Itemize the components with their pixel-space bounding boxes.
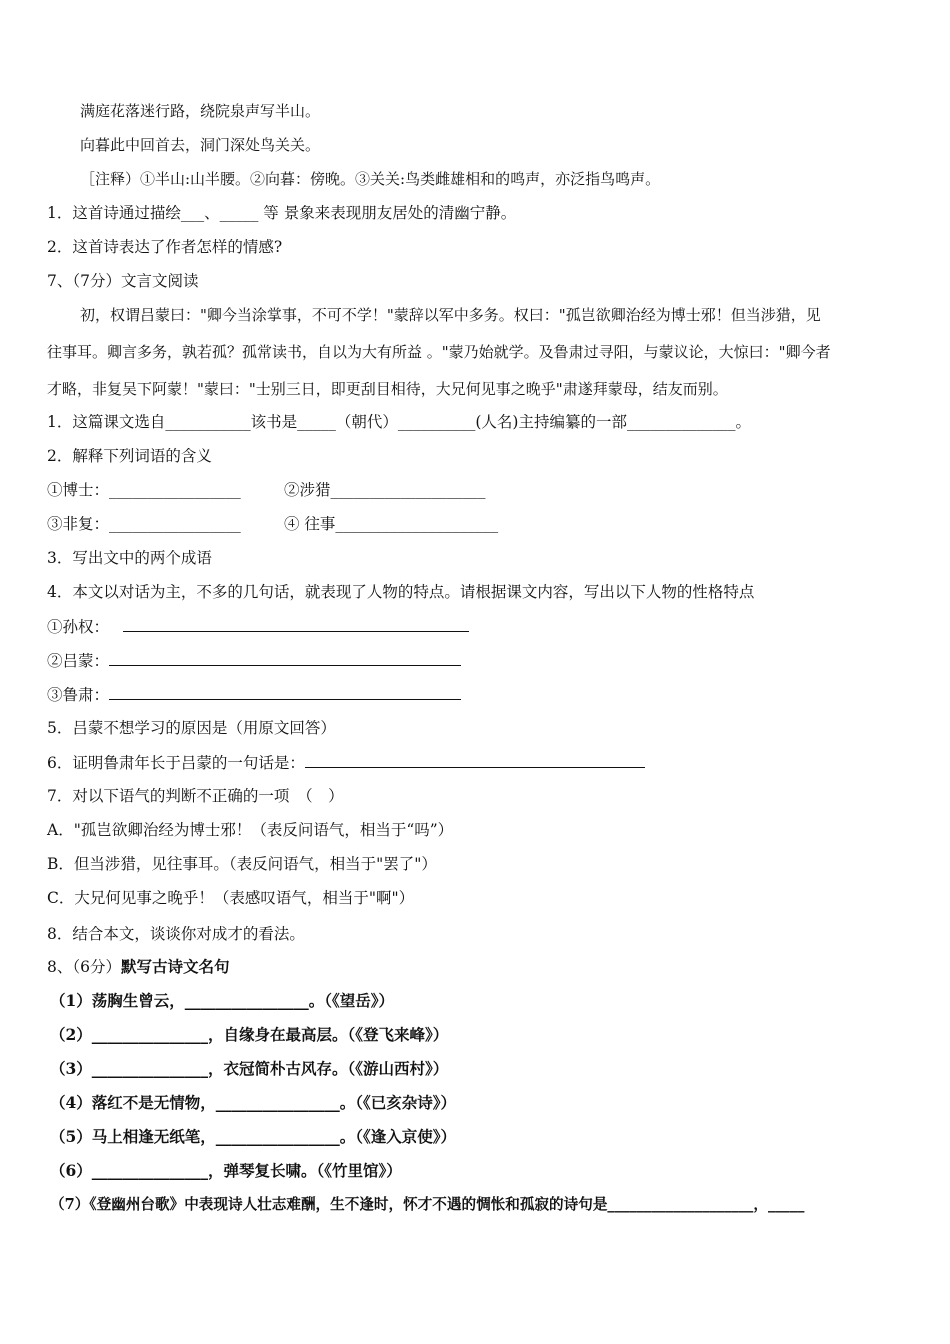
recite-item-2: （2）_______________，自缘身在最高层。（《登飞来峰》）: [50, 1025, 449, 1044]
poem-question-2: 2．这首诗表达了作者怎样的情感?: [47, 238, 283, 256]
answer-line: [109, 684, 461, 700]
question-7-1: 1．这篇课文选自___________该书是_____（朝代）__________(人名)主持编纂的一部______________。: [47, 413, 751, 431]
option-c: C．大兄何见事之晚乎！（表感叹语气，相当于"啊"）: [47, 889, 415, 907]
passage-line-3: 才略，非复吴下阿蒙！"蒙曰："士别三日，即更刮目相待，大兄何见事之晚乎"肃遂拜蒙母，结友而别。: [47, 380, 728, 398]
option-b: B．但当涉猎，见往事耳。（表反问语气，相当于"罢了"）: [47, 855, 437, 873]
answer-line: [109, 650, 461, 666]
question-7-7: 7．对以下语气的判断不正确的一项 （ ）: [47, 787, 344, 805]
section-8-title-prefix: 8、（6分）: [47, 958, 121, 976]
definition-1: ①博士：_________________: [47, 481, 241, 499]
poem-line-2: 向暮此中回首去，洞门深处鸟关关。: [80, 136, 321, 154]
recite-item-6: （6）_______________，弹琴复长啸。（《竹里馆》）: [50, 1161, 402, 1180]
recite-item-5: （5）马上相逢无纸笔，________________。（《逢入京使》）: [50, 1127, 457, 1146]
recite-item-7: （7）《登幽州台歌》中表现诗人壮志难酬，生不逢时，怀才不遇的惆怅和孤寂的诗句是____________________，_____: [50, 1196, 805, 1213]
character-sunquan: [47, 616, 469, 637]
question-7-8: 8．结合本文，谈谈你对成才的看法。: [47, 925, 305, 943]
recite-item-1: （1）荡胸生曾云，________________。（《望岳》）: [50, 991, 395, 1010]
section-8-title: [47, 957, 230, 977]
character-sunquan-label: ①孙权：: [47, 618, 110, 636]
recite-item-4: （4）落红不是无情物，________________。（《已亥杂诗》）: [50, 1093, 457, 1112]
section-8-title-bold: 默写古诗文名句: [120, 957, 230, 976]
passage-line-2: 往事耳。卿言多务，孰若孤？孤常读书，自以为大有所益 。"蒙乃始就学。及鲁肃过寻阳，与蒙议论，大惊曰："卿今者: [47, 343, 831, 361]
definition-3: ③非复：_________________: [47, 515, 241, 533]
definition-4: ④ 往事_____________________: [284, 515, 499, 533]
poem-question-1: 1．这首诗通过描绘___、_____ 等 景象来表现朋友居处的清幽宁静。: [47, 204, 517, 222]
poem-line-1: 满庭花落迷行路，绕院泉声写半山。: [80, 102, 321, 120]
character-lusu: [47, 684, 461, 705]
character-lvmeng: [47, 650, 461, 671]
recite-item-3: （3）_______________，衣冠简朴古风存。（《游山西村》）: [50, 1059, 449, 1078]
question-7-4: 4．本文以对话为主，不多的几句话，就表现了人物的特点。请根据课文内容，写出以下人物的性格特点: [47, 583, 755, 601]
answer-line: [305, 752, 645, 768]
question-7-6-text: 6．证明鲁肃年长于吕蒙的一句话是：: [47, 754, 305, 772]
question-7-3: 3．写出文中的两个成语: [47, 549, 212, 567]
character-lvmeng-label: ②吕蒙：: [47, 652, 110, 670]
question-7-2: 2．解释下列词语的含义: [47, 447, 212, 465]
definition-2: ②涉猎____________________: [284, 481, 486, 499]
section-7-title: 7、（7分）文言文阅读: [47, 272, 199, 290]
answer-line: [123, 616, 469, 632]
poem-note: ［注释）①半山:山半腰。②向暮：傍晚。③关关:鸟类雌雄相和的鸣声，亦泛指鸟鸣声。: [80, 170, 661, 188]
passage-line-1: 初，权谓吕蒙曰："卿今当涂掌事，不可不学！"蒙辞以军中多务。权曰："孤岂欲卿治经为博士邪！但当涉猎，见: [80, 306, 821, 324]
character-lusu-label: ③鲁肃：: [47, 686, 110, 704]
question-7-6: [47, 752, 645, 773]
option-a: A．"孤岂欲卿治经为博士邪！（表反问语气，相当于“吗”）: [47, 821, 454, 839]
question-7-5: 5．吕蒙不想学习的原因是（用原文回答）: [47, 719, 336, 737]
